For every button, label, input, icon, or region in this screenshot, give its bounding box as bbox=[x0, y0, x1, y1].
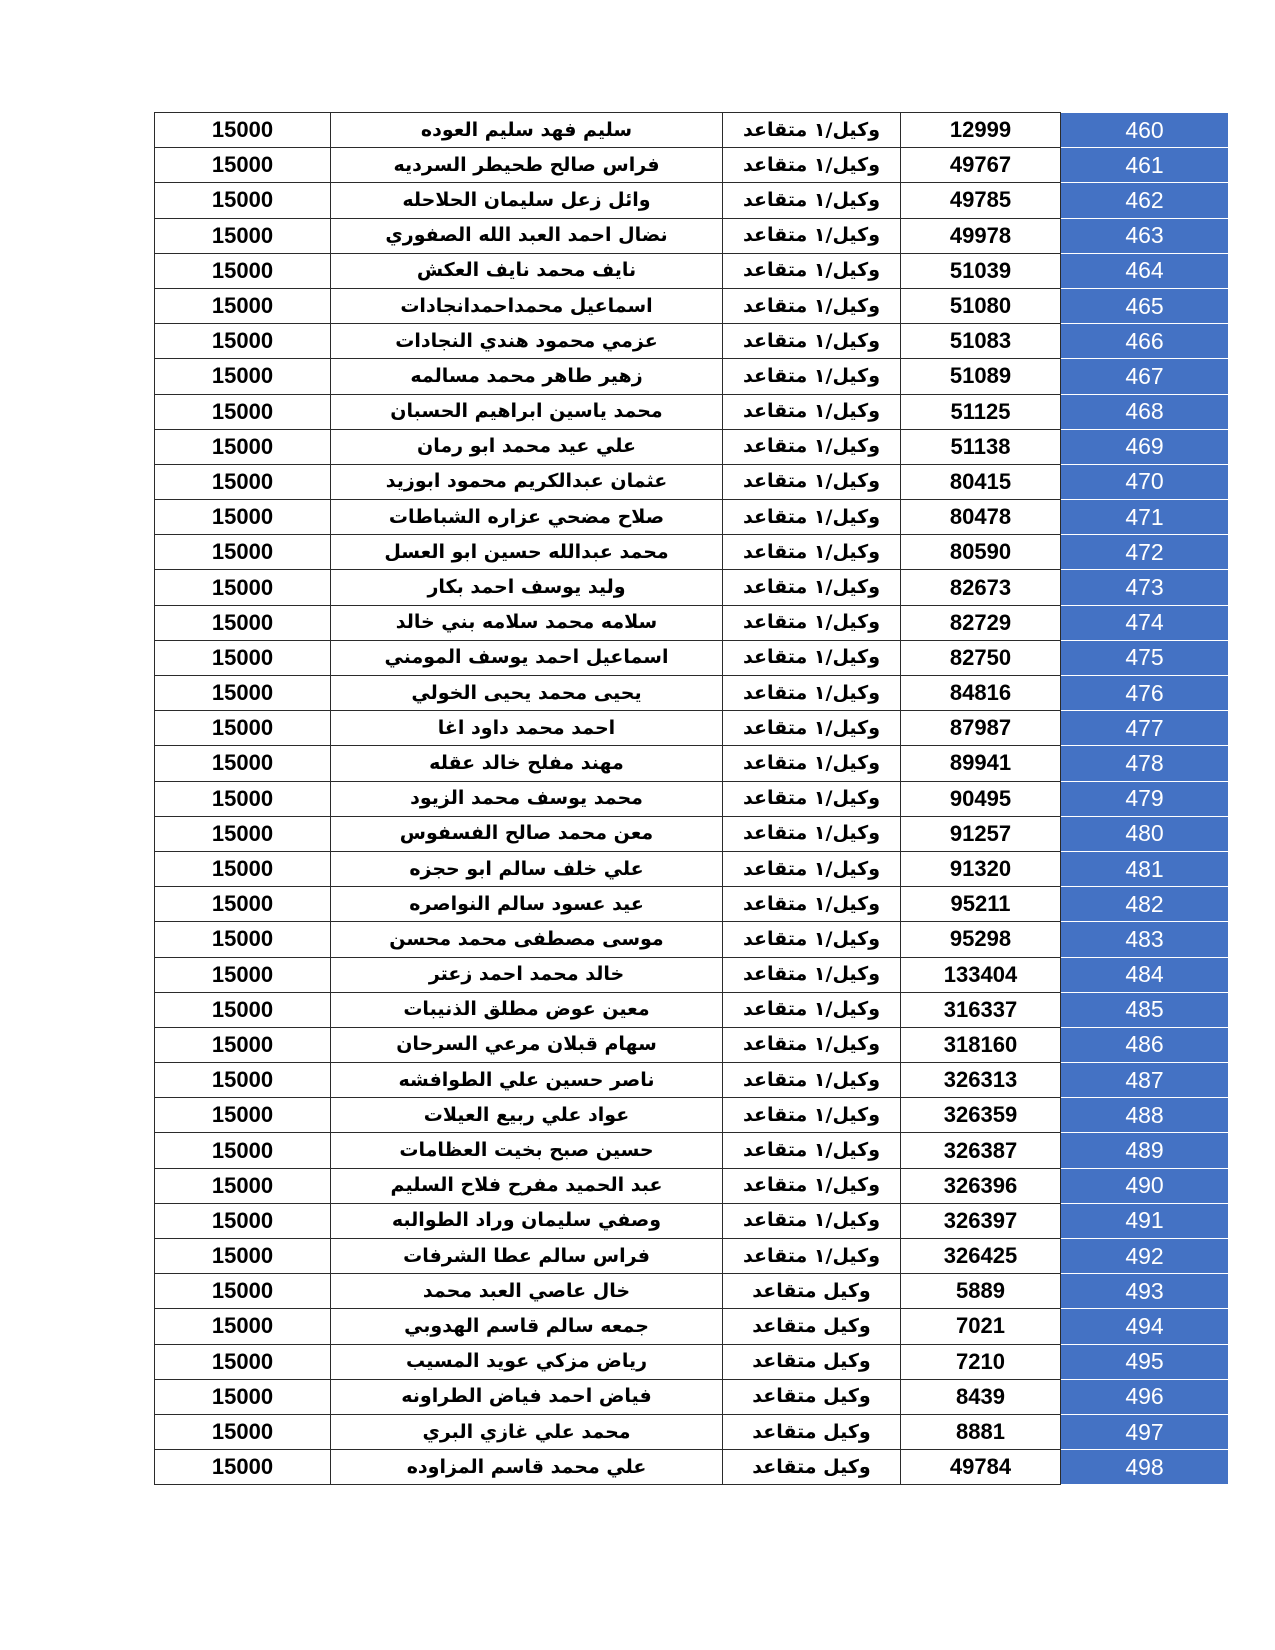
table-row bbox=[155, 887, 1229, 922]
id-cell: 51080 bbox=[901, 288, 1061, 323]
rank-cell: وكيل متقاعد bbox=[723, 1344, 901, 1379]
id-cell: 51083 bbox=[901, 324, 1061, 359]
amount-cell: 15000 bbox=[155, 429, 331, 464]
amount-cell: 15000 bbox=[155, 535, 331, 570]
amount-cell: 15000 bbox=[155, 746, 331, 781]
id-cell: 7210 bbox=[901, 1344, 1061, 1379]
id-cell: 80415 bbox=[901, 464, 1061, 499]
sequence-number-cell: 486 bbox=[1061, 1027, 1229, 1062]
sequence-number-cell: 498 bbox=[1061, 1450, 1229, 1485]
rank-cell: وكيل/١ متقاعد bbox=[723, 1027, 901, 1062]
amount-cell: 15000 bbox=[155, 1379, 331, 1414]
name-cell: محمد ياسين ابراهيم الحسبان bbox=[331, 394, 723, 429]
sequence-number-cell: 496 bbox=[1061, 1379, 1229, 1414]
name-cell: فراس سالم عطا الشرفات bbox=[331, 1239, 723, 1274]
amount-cell: 15000 bbox=[155, 781, 331, 816]
sequence-number-cell: 463 bbox=[1061, 218, 1229, 253]
name-cell: مهند مفلح خالد عقله bbox=[331, 746, 723, 781]
rank-cell: وكيل/١ متقاعد bbox=[723, 288, 901, 323]
sequence-number-cell: 475 bbox=[1061, 640, 1229, 675]
sequence-number-cell: 480 bbox=[1061, 816, 1229, 851]
table-row bbox=[155, 1027, 1229, 1062]
amount-cell: 15000 bbox=[155, 1450, 331, 1485]
amount-cell: 15000 bbox=[155, 1344, 331, 1379]
table-row bbox=[155, 1203, 1229, 1238]
rank-cell: وكيل متقاعد bbox=[723, 1414, 901, 1449]
table-row bbox=[155, 1133, 1229, 1168]
rank-cell: وكيل/١ متقاعد bbox=[723, 500, 901, 535]
table-row bbox=[155, 1379, 1229, 1414]
id-cell: 133404 bbox=[901, 957, 1061, 992]
table-row bbox=[155, 1239, 1229, 1274]
name-cell: موسى مصطفى محمد محسن bbox=[331, 922, 723, 957]
sequence-number-cell: 487 bbox=[1061, 1063, 1229, 1098]
name-cell: محمد علي غازي البري bbox=[331, 1414, 723, 1449]
table-row bbox=[155, 288, 1229, 323]
name-cell: زهير طاهر محمد مسالمه bbox=[331, 359, 723, 394]
table-row bbox=[155, 1063, 1229, 1098]
rank-cell: وكيل/١ متقاعد bbox=[723, 148, 901, 183]
amount-cell: 15000 bbox=[155, 711, 331, 746]
sequence-number-cell: 472 bbox=[1061, 535, 1229, 570]
amount-cell: 15000 bbox=[155, 1098, 331, 1133]
rank-cell: وكيل/١ متقاعد bbox=[723, 218, 901, 253]
name-cell: خال عاصي العبد محمد bbox=[331, 1274, 723, 1309]
rank-cell: وكيل/١ متقاعد bbox=[723, 535, 901, 570]
name-cell: جمعه سالم قاسم الهدوبي bbox=[331, 1309, 723, 1344]
sequence-number-cell: 469 bbox=[1061, 429, 1229, 464]
table-row bbox=[155, 851, 1229, 886]
id-cell: 5889 bbox=[901, 1274, 1061, 1309]
name-cell: نايف محمد نايف العكش bbox=[331, 253, 723, 288]
rank-cell: وكيل/١ متقاعد bbox=[723, 887, 901, 922]
id-cell: 51125 bbox=[901, 394, 1061, 429]
amount-cell: 15000 bbox=[155, 605, 331, 640]
rank-cell: وكيل/١ متقاعد bbox=[723, 464, 901, 499]
amount-cell: 15000 bbox=[155, 1414, 331, 1449]
rank-cell: وكيل/١ متقاعد bbox=[723, 676, 901, 711]
name-cell: وائل زعل سليمان الحلاحله bbox=[331, 183, 723, 218]
id-cell: 326359 bbox=[901, 1098, 1061, 1133]
sequence-number-cell: 466 bbox=[1061, 324, 1229, 359]
rank-cell: وكيل/١ متقاعد bbox=[723, 1239, 901, 1274]
name-cell: معين عوض مطلق الذنيبات bbox=[331, 992, 723, 1027]
rank-cell: وكيل/١ متقاعد bbox=[723, 781, 901, 816]
rank-cell: وكيل/١ متقاعد bbox=[723, 183, 901, 218]
id-cell: 51138 bbox=[901, 429, 1061, 464]
sequence-number-cell: 468 bbox=[1061, 394, 1229, 429]
name-cell: عبد الحميد مفرح فلاح السليم bbox=[331, 1168, 723, 1203]
table-row bbox=[155, 500, 1229, 535]
table-row bbox=[155, 746, 1229, 781]
table-row bbox=[155, 711, 1229, 746]
id-cell: 318160 bbox=[901, 1027, 1061, 1062]
table-row bbox=[155, 394, 1229, 429]
sequence-number-cell: 490 bbox=[1061, 1168, 1229, 1203]
rank-cell: وكيل/١ متقاعد bbox=[723, 1063, 901, 1098]
table-row bbox=[155, 816, 1229, 851]
id-cell: 7021 bbox=[901, 1309, 1061, 1344]
id-cell: 95211 bbox=[901, 887, 1061, 922]
id-cell: 49767 bbox=[901, 148, 1061, 183]
table-row bbox=[155, 359, 1229, 394]
id-cell: 49978 bbox=[901, 218, 1061, 253]
id-cell: 95298 bbox=[901, 922, 1061, 957]
id-cell: 326313 bbox=[901, 1063, 1061, 1098]
rank-cell: وكيل/١ متقاعد bbox=[723, 394, 901, 429]
rank-cell: وكيل/١ متقاعد bbox=[723, 746, 901, 781]
sequence-number-cell: 494 bbox=[1061, 1309, 1229, 1344]
rank-cell: وكيل/١ متقاعد bbox=[723, 957, 901, 992]
sequence-number-cell: 462 bbox=[1061, 183, 1229, 218]
rank-cell: وكيل متقاعد bbox=[723, 1309, 901, 1344]
amount-cell: 15000 bbox=[155, 570, 331, 605]
name-cell: سلامه محمد سلامه بني خالد bbox=[331, 605, 723, 640]
table-row bbox=[155, 957, 1229, 992]
name-cell: صلاح مضحي عزاره الشباطات bbox=[331, 500, 723, 535]
table-row bbox=[155, 1168, 1229, 1203]
amount-cell: 15000 bbox=[155, 640, 331, 675]
amount-cell: 15000 bbox=[155, 887, 331, 922]
rank-cell: وكيل متقاعد bbox=[723, 1379, 901, 1414]
table-row bbox=[155, 1414, 1229, 1449]
id-cell: 51039 bbox=[901, 253, 1061, 288]
sequence-number-cell: 488 bbox=[1061, 1098, 1229, 1133]
amount-cell: 15000 bbox=[155, 324, 331, 359]
rank-cell: وكيل/١ متقاعد bbox=[723, 1203, 901, 1238]
amount-cell: 15000 bbox=[155, 113, 331, 148]
sequence-number-cell: 482 bbox=[1061, 887, 1229, 922]
sequence-number-cell: 485 bbox=[1061, 992, 1229, 1027]
name-cell: محمد عبدالله حسين ابو العسل bbox=[331, 535, 723, 570]
rank-cell: وكيل/١ متقاعد bbox=[723, 113, 901, 148]
rank-cell: وكيل/١ متقاعد bbox=[723, 922, 901, 957]
name-cell: وصفي سليمان وراد الطوالبه bbox=[331, 1203, 723, 1238]
rank-cell: وكيل/١ متقاعد bbox=[723, 1098, 901, 1133]
name-cell: علي عيد محمد ابو رمان bbox=[331, 429, 723, 464]
rank-cell: وكيل/١ متقاعد bbox=[723, 1133, 901, 1168]
amount-cell: 15000 bbox=[155, 816, 331, 851]
id-cell: 84816 bbox=[901, 676, 1061, 711]
sequence-number-cell: 467 bbox=[1061, 359, 1229, 394]
table-row bbox=[155, 1274, 1229, 1309]
recipients-table bbox=[154, 112, 1229, 1485]
table-row bbox=[155, 218, 1229, 253]
sequence-number-cell: 479 bbox=[1061, 781, 1229, 816]
sequence-number-cell: 470 bbox=[1061, 464, 1229, 499]
table-row bbox=[155, 676, 1229, 711]
amount-cell: 15000 bbox=[155, 1063, 331, 1098]
table-row bbox=[155, 1098, 1229, 1133]
amount-cell: 15000 bbox=[155, 1203, 331, 1238]
name-cell: سهام قبلان مرعي السرحان bbox=[331, 1027, 723, 1062]
rank-cell: وكيل/١ متقاعد bbox=[723, 253, 901, 288]
name-cell: اسماعيل احمد يوسف المومني bbox=[331, 640, 723, 675]
table-row bbox=[155, 1309, 1229, 1344]
sequence-number-cell: 493 bbox=[1061, 1274, 1229, 1309]
rank-cell: وكيل/١ متقاعد bbox=[723, 570, 901, 605]
sequence-number-cell: 461 bbox=[1061, 148, 1229, 183]
rank-cell: وكيل/١ متقاعد bbox=[723, 359, 901, 394]
table-body bbox=[155, 113, 1229, 1485]
sequence-number-cell: 489 bbox=[1061, 1133, 1229, 1168]
sequence-number-cell: 460 bbox=[1061, 113, 1229, 148]
amount-cell: 15000 bbox=[155, 957, 331, 992]
table-row bbox=[155, 253, 1229, 288]
name-cell: عزمي محمود هندي النجادات bbox=[331, 324, 723, 359]
rank-cell: وكيل متقاعد bbox=[723, 1274, 901, 1309]
name-cell: فياض احمد فياض الطراونه bbox=[331, 1379, 723, 1414]
table-row bbox=[155, 148, 1229, 183]
name-cell: سليم فهد سليم العوده bbox=[331, 113, 723, 148]
table-row bbox=[155, 640, 1229, 675]
id-cell: 82729 bbox=[901, 605, 1061, 640]
amount-cell: 15000 bbox=[155, 1239, 331, 1274]
table-row bbox=[155, 429, 1229, 464]
table-row bbox=[155, 183, 1229, 218]
amount-cell: 15000 bbox=[155, 851, 331, 886]
name-cell: ناصر حسين علي الطوافشه bbox=[331, 1063, 723, 1098]
amount-cell: 15000 bbox=[155, 253, 331, 288]
table-row bbox=[155, 605, 1229, 640]
table-row bbox=[155, 464, 1229, 499]
id-cell: 316337 bbox=[901, 992, 1061, 1027]
rank-cell: وكيل/١ متقاعد bbox=[723, 429, 901, 464]
rank-cell: وكيل/١ متقاعد bbox=[723, 605, 901, 640]
amount-cell: 15000 bbox=[155, 992, 331, 1027]
table-row bbox=[155, 324, 1229, 359]
table-row bbox=[155, 922, 1229, 957]
id-cell: 80590 bbox=[901, 535, 1061, 570]
id-cell: 326396 bbox=[901, 1168, 1061, 1203]
id-cell: 8881 bbox=[901, 1414, 1061, 1449]
amount-cell: 15000 bbox=[155, 676, 331, 711]
rank-cell: وكيل/١ متقاعد bbox=[723, 1168, 901, 1203]
amount-cell: 15000 bbox=[155, 1274, 331, 1309]
table-row bbox=[155, 570, 1229, 605]
name-cell: علي محمد قاسم المزاوده bbox=[331, 1450, 723, 1485]
name-cell: عيد عسود سالم النواصره bbox=[331, 887, 723, 922]
amount-cell: 15000 bbox=[155, 288, 331, 323]
amount-cell: 15000 bbox=[155, 1027, 331, 1062]
amount-cell: 15000 bbox=[155, 218, 331, 253]
rank-cell: وكيل/١ متقاعد bbox=[723, 324, 901, 359]
sequence-number-cell: 465 bbox=[1061, 288, 1229, 323]
amount-cell: 15000 bbox=[155, 183, 331, 218]
rank-cell: وكيل/١ متقاعد bbox=[723, 992, 901, 1027]
id-cell: 87987 bbox=[901, 711, 1061, 746]
id-cell: 82750 bbox=[901, 640, 1061, 675]
name-cell: علي خلف سالم ابو حجزه bbox=[331, 851, 723, 886]
name-cell: عواد علي ربيع العيلات bbox=[331, 1098, 723, 1133]
table-row bbox=[155, 992, 1229, 1027]
name-cell: خالد محمد احمد زعتر bbox=[331, 957, 723, 992]
rank-cell: وكيل/١ متقاعد bbox=[723, 816, 901, 851]
id-cell: 12999 bbox=[901, 113, 1061, 148]
sequence-number-cell: 464 bbox=[1061, 253, 1229, 288]
sequence-number-cell: 471 bbox=[1061, 500, 1229, 535]
name-cell: معن محمد صالح الفسفوس bbox=[331, 816, 723, 851]
name-cell: فراس صالح طحيطر السرديه bbox=[331, 148, 723, 183]
id-cell: 8439 bbox=[901, 1379, 1061, 1414]
sequence-number-cell: 477 bbox=[1061, 711, 1229, 746]
id-cell: 80478 bbox=[901, 500, 1061, 535]
name-cell: نضال احمد العبد الله الصفوري bbox=[331, 218, 723, 253]
sequence-number-cell: 484 bbox=[1061, 957, 1229, 992]
sequence-number-cell: 476 bbox=[1061, 676, 1229, 711]
amount-cell: 15000 bbox=[155, 1168, 331, 1203]
sequence-number-cell: 478 bbox=[1061, 746, 1229, 781]
id-cell: 49784 bbox=[901, 1450, 1061, 1485]
table-row bbox=[155, 535, 1229, 570]
sequence-number-cell: 492 bbox=[1061, 1239, 1229, 1274]
id-cell: 91320 bbox=[901, 851, 1061, 886]
sequence-number-cell: 473 bbox=[1061, 570, 1229, 605]
id-cell: 326387 bbox=[901, 1133, 1061, 1168]
amount-cell: 15000 bbox=[155, 148, 331, 183]
name-cell: اسماعيل محمداحمدانجادات bbox=[331, 288, 723, 323]
rank-cell: وكيل/١ متقاعد bbox=[723, 851, 901, 886]
sequence-number-cell: 481 bbox=[1061, 851, 1229, 886]
table-row bbox=[155, 113, 1229, 148]
rank-cell: وكيل/١ متقاعد bbox=[723, 711, 901, 746]
id-cell: 82673 bbox=[901, 570, 1061, 605]
id-cell: 326397 bbox=[901, 1203, 1061, 1238]
id-cell: 91257 bbox=[901, 816, 1061, 851]
id-cell: 326425 bbox=[901, 1239, 1061, 1274]
rank-cell: وكيل متقاعد bbox=[723, 1450, 901, 1485]
amount-cell: 15000 bbox=[155, 922, 331, 957]
amount-cell: 15000 bbox=[155, 500, 331, 535]
name-cell: محمد يوسف محمد الزيود bbox=[331, 781, 723, 816]
name-cell: حسين صبح بخيت العظامات bbox=[331, 1133, 723, 1168]
name-cell: يحيى محمد يحيى الخولي bbox=[331, 676, 723, 711]
name-cell: عثمان عبدالكريم محمود ابوزيد bbox=[331, 464, 723, 499]
amount-cell: 15000 bbox=[155, 359, 331, 394]
amount-cell: 15000 bbox=[155, 464, 331, 499]
sequence-number-cell: 483 bbox=[1061, 922, 1229, 957]
id-cell: 51089 bbox=[901, 359, 1061, 394]
amount-cell: 15000 bbox=[155, 1309, 331, 1344]
sequence-number-cell: 497 bbox=[1061, 1414, 1229, 1449]
id-cell: 49785 bbox=[901, 183, 1061, 218]
sequence-number-cell: 491 bbox=[1061, 1203, 1229, 1238]
sequence-number-cell: 495 bbox=[1061, 1344, 1229, 1379]
name-cell: وليد يوسف احمد بكار bbox=[331, 570, 723, 605]
name-cell: احمد محمد داود اغا bbox=[331, 711, 723, 746]
table-row bbox=[155, 781, 1229, 816]
table-row bbox=[155, 1344, 1229, 1379]
table-row bbox=[155, 1450, 1229, 1485]
id-cell: 90495 bbox=[901, 781, 1061, 816]
sequence-number-cell: 474 bbox=[1061, 605, 1229, 640]
rank-cell: وكيل/١ متقاعد bbox=[723, 640, 901, 675]
id-cell: 89941 bbox=[901, 746, 1061, 781]
name-cell: رياض مزكي عويد المسيب bbox=[331, 1344, 723, 1379]
amount-cell: 15000 bbox=[155, 394, 331, 429]
amount-cell: 15000 bbox=[155, 1133, 331, 1168]
